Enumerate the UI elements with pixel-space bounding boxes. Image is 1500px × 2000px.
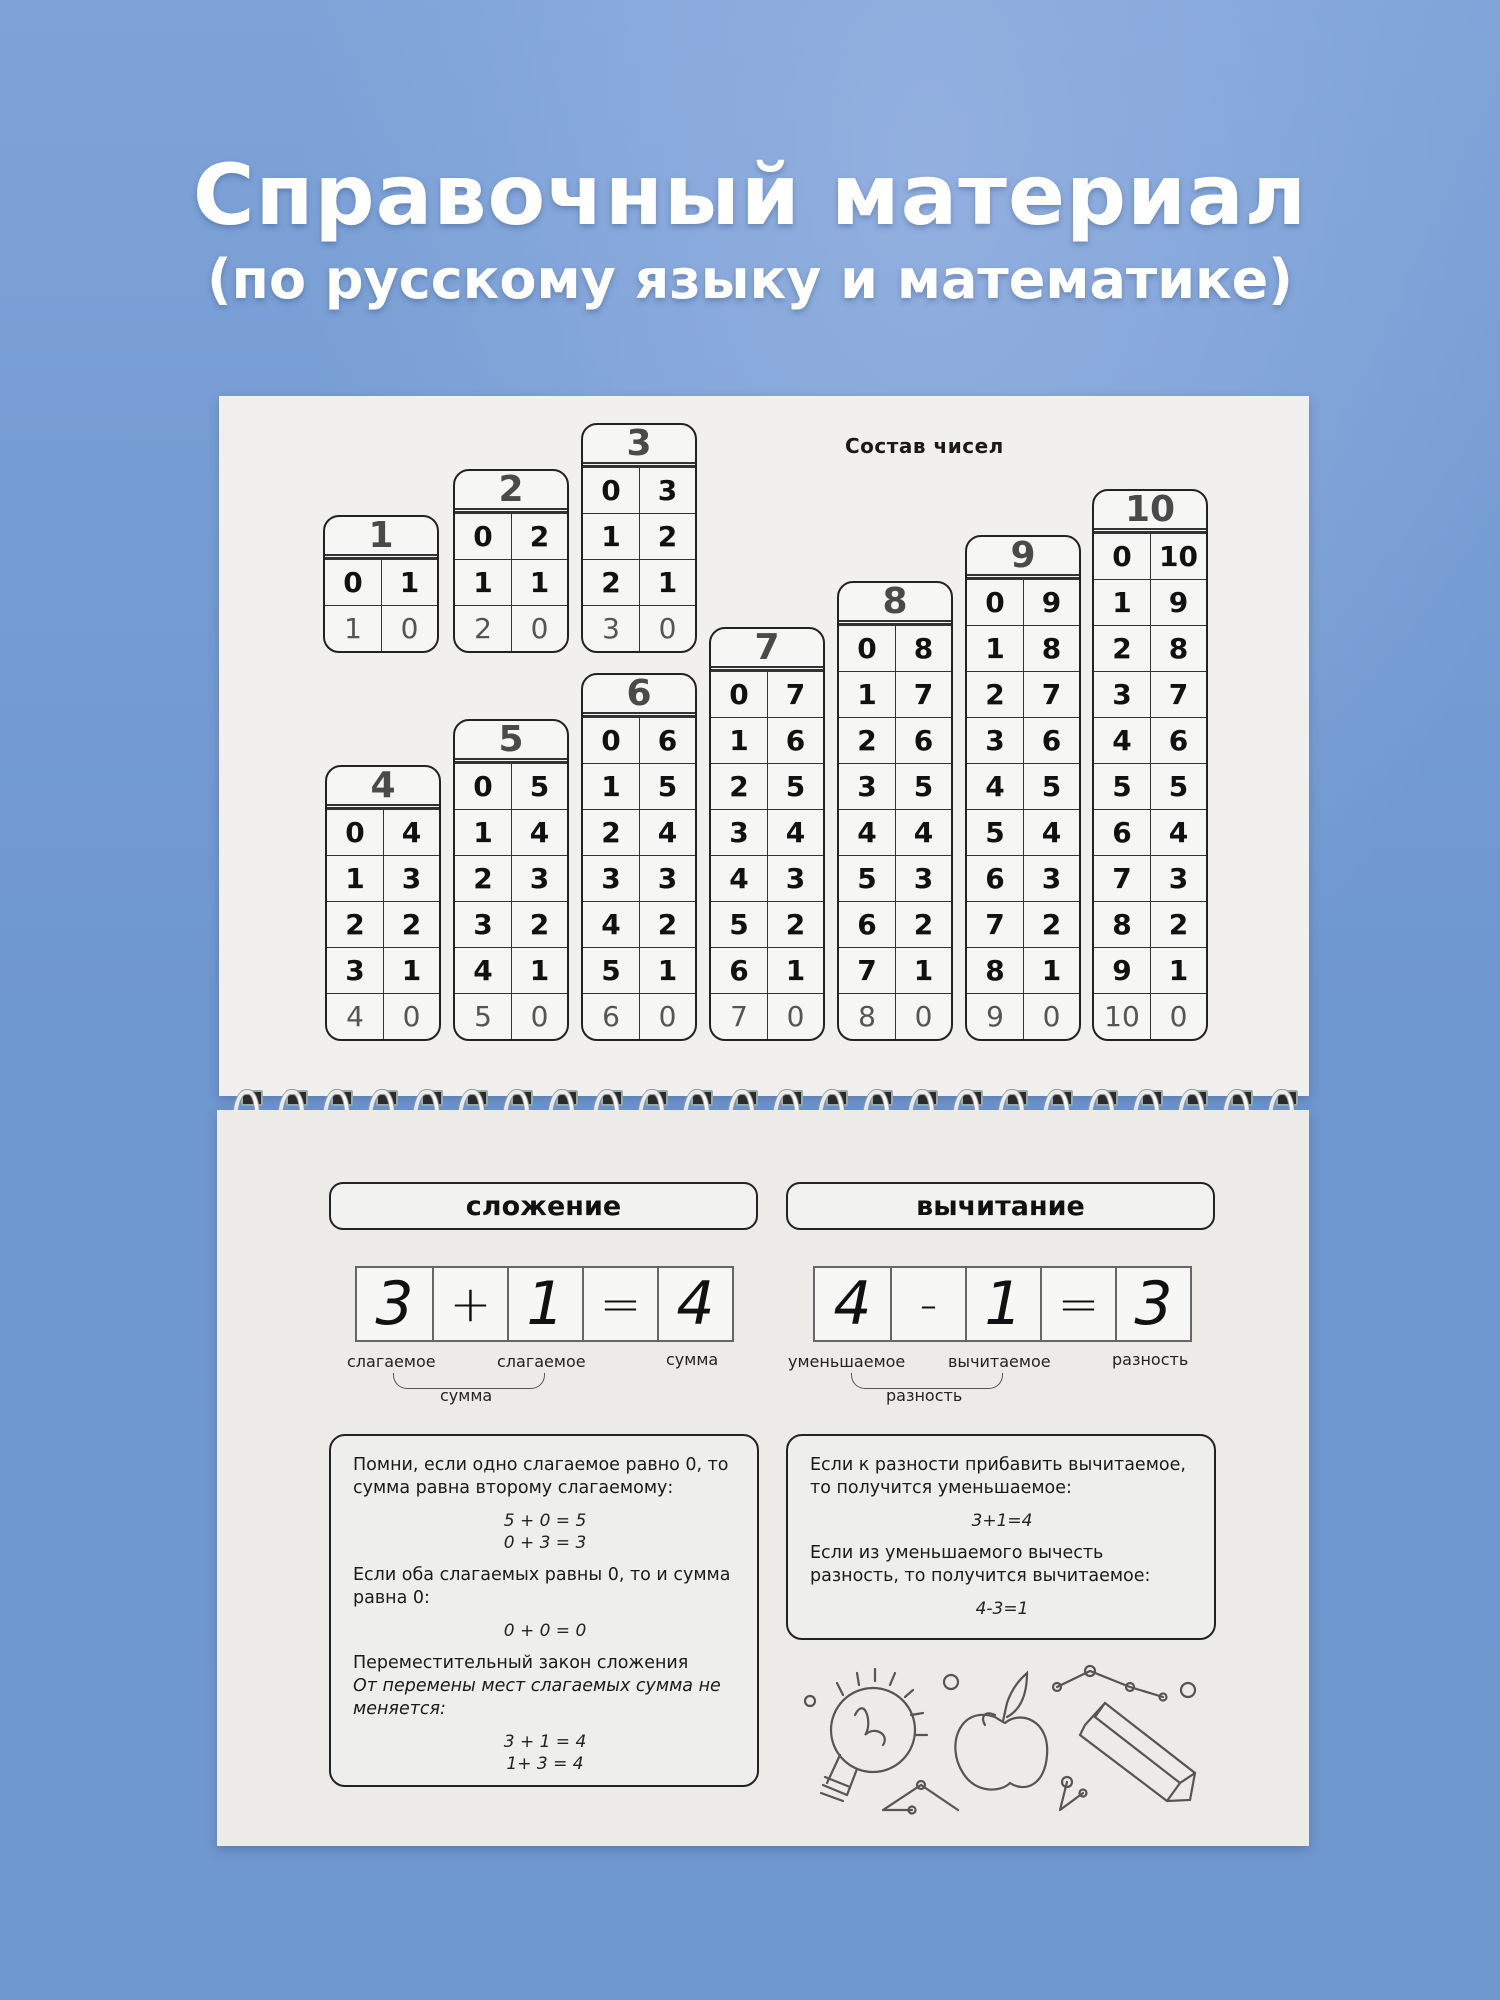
difference-brace-label: разность xyxy=(886,1386,963,1405)
part-left: 1 xyxy=(344,612,362,645)
part-right: 2 xyxy=(511,902,567,947)
composition-row xyxy=(583,467,695,513)
composition-row xyxy=(711,671,823,717)
composition-row xyxy=(583,763,695,809)
part-right: 5 xyxy=(639,764,695,809)
part-left: 9 xyxy=(1112,954,1132,987)
part-right: 9 xyxy=(1023,580,1079,625)
part-right: 3 xyxy=(383,856,439,901)
part-left: 7 xyxy=(985,908,1005,941)
part-right: 4 xyxy=(1023,810,1079,855)
part-right: 0 xyxy=(511,606,567,651)
part-left: 7 xyxy=(1112,862,1132,895)
composition-row xyxy=(711,855,823,901)
part-left: 4 xyxy=(985,770,1005,803)
composition-row xyxy=(1094,671,1206,717)
composition-row xyxy=(1094,947,1206,993)
part-left: 2 xyxy=(1112,632,1132,665)
composition-row xyxy=(583,993,695,1039)
part-left: 2 xyxy=(474,612,492,645)
composition-table-number: 10 xyxy=(1094,491,1206,533)
part-left: 1 xyxy=(601,520,621,553)
part-left: 3 xyxy=(729,816,749,849)
part-right: 4 xyxy=(767,810,823,855)
composition-row xyxy=(583,855,695,901)
subtrahend: 1 xyxy=(965,1268,1040,1340)
part-left: 1 xyxy=(345,862,365,895)
composition-table-1 xyxy=(323,515,439,653)
part-right: 1 xyxy=(1023,948,1079,993)
composition-row xyxy=(839,993,951,1039)
composition-row xyxy=(455,513,567,559)
difference-label: разность xyxy=(1112,1350,1189,1369)
composition-row xyxy=(1094,717,1206,763)
part-right: 5 xyxy=(1150,764,1206,809)
composition-table-10 xyxy=(1092,489,1208,1041)
part-right: 0 xyxy=(511,994,567,1039)
part-right: 3 xyxy=(639,856,695,901)
composition-table-number: 3 xyxy=(583,425,695,467)
composition-table-number: 9 xyxy=(967,537,1079,579)
composition-row xyxy=(839,625,951,671)
composition-row xyxy=(327,809,439,855)
composition-row xyxy=(1094,993,1206,1039)
part-right: 8 xyxy=(895,626,951,671)
part-left: 3 xyxy=(345,954,365,987)
part-left: 5 xyxy=(985,816,1005,849)
composition-row xyxy=(1094,625,1206,671)
part-left: 8 xyxy=(858,1000,876,1033)
part-right: 6 xyxy=(895,718,951,763)
part-right: 4 xyxy=(1150,810,1206,855)
composition-row xyxy=(583,605,695,651)
composition-table-9 xyxy=(965,535,1081,1041)
part-left: 0 xyxy=(473,520,493,553)
composition-row xyxy=(967,625,1079,671)
part-left: 5 xyxy=(857,862,877,895)
part-left: 9 xyxy=(986,1000,1004,1033)
part-left: 0 xyxy=(343,566,363,599)
page-title: Справочный материал xyxy=(192,146,1308,244)
part-left: 0 xyxy=(473,770,493,803)
composition-row xyxy=(583,947,695,993)
part-right: 2 xyxy=(767,902,823,947)
composition-table-number: 6 xyxy=(583,675,695,717)
part-right: 1 xyxy=(1150,948,1206,993)
part-right: 1 xyxy=(895,948,951,993)
sum-value: 4 xyxy=(657,1268,732,1340)
rule-2-example: 0 + 0 = 0 xyxy=(503,1621,587,1641)
decorative-doodles xyxy=(795,1655,1225,1815)
minus-sign: - xyxy=(890,1268,965,1340)
composition-row xyxy=(967,901,1079,947)
part-left: 6 xyxy=(1112,816,1132,849)
composition-table-number: 5 xyxy=(455,721,567,763)
part-left: 5 xyxy=(1112,770,1132,803)
part-left: 4 xyxy=(473,954,493,987)
addend-2-label: слагаемое xyxy=(497,1352,586,1371)
part-right: 0 xyxy=(381,606,437,651)
composition-table-8 xyxy=(837,581,953,1041)
composition-row xyxy=(327,855,439,901)
apple-icon xyxy=(955,1673,1047,1790)
composition-row xyxy=(455,559,567,605)
addend-1: 3 xyxy=(357,1268,432,1340)
addition-rules-box xyxy=(329,1434,759,1787)
part-right: 3 xyxy=(511,856,567,901)
part-right: 2 xyxy=(895,902,951,947)
part-left: 2 xyxy=(985,678,1005,711)
composition-row xyxy=(1094,763,1206,809)
number-composition-title: Состав чисел xyxy=(845,434,1004,458)
part-right: 6 xyxy=(639,718,695,763)
part-left: 5 xyxy=(474,1000,492,1033)
composition-table-2 xyxy=(453,469,569,653)
part-right: 4 xyxy=(639,810,695,855)
part-left: 3 xyxy=(601,862,621,895)
part-right: 6 xyxy=(1023,718,1079,763)
composition-table-7 xyxy=(709,627,825,1041)
addend-1-label: слагаемое xyxy=(347,1352,436,1371)
part-left: 5 xyxy=(601,954,621,987)
composition-row xyxy=(325,559,437,605)
composition-row xyxy=(967,671,1079,717)
composition-row xyxy=(583,717,695,763)
rule-1-example: 0 + 3 = 3 xyxy=(503,1533,587,1553)
addition-rule-2: Если оба слагаемых равны 0, то и сумма равна 0: xyxy=(353,1565,731,1608)
composition-row xyxy=(455,947,567,993)
part-left: 0 xyxy=(601,474,621,507)
part-left: 5 xyxy=(729,908,749,941)
composition-row xyxy=(839,947,951,993)
part-right: 6 xyxy=(767,718,823,763)
part-left: 1 xyxy=(729,724,749,757)
part-right: 0 xyxy=(1150,994,1206,1039)
addition-rule-3-title: Переместительный закон сложения xyxy=(353,1653,689,1673)
part-right: 0 xyxy=(1023,994,1079,1039)
part-right: 3 xyxy=(767,856,823,901)
composition-row xyxy=(711,947,823,993)
part-left: 0 xyxy=(985,586,1005,619)
part-right: 10 xyxy=(1150,534,1206,579)
part-left: 6 xyxy=(602,1000,620,1033)
part-left: 6 xyxy=(729,954,749,987)
part-right: 5 xyxy=(511,764,567,809)
composition-table-number: 2 xyxy=(455,471,567,513)
part-left: 7 xyxy=(730,1000,748,1033)
sum-brace-label: сумма xyxy=(440,1386,493,1405)
part-left: 4 xyxy=(729,862,749,895)
subtraction-rule-1: Если к разности прибавить вычитаемое, то получится уменьшаемое: xyxy=(810,1455,1186,1498)
composition-row xyxy=(583,559,695,605)
part-right: 2 xyxy=(639,902,695,947)
part-left: 3 xyxy=(1112,678,1132,711)
composition-row xyxy=(455,855,567,901)
part-right: 4 xyxy=(383,810,439,855)
part-left: 2 xyxy=(473,862,493,895)
composition-row xyxy=(1094,579,1206,625)
part-left: 0 xyxy=(1112,540,1132,573)
part-right: 3 xyxy=(1023,856,1079,901)
composition-row xyxy=(967,579,1079,625)
rule-3-example: 3 + 1 = 4 xyxy=(503,1732,587,1752)
part-right: 2 xyxy=(1150,902,1206,947)
composition-row xyxy=(839,763,951,809)
part-left: 1 xyxy=(1112,586,1132,619)
part-right: 7 xyxy=(1150,672,1206,717)
part-right: 3 xyxy=(639,468,695,513)
part-right: 0 xyxy=(383,994,439,1039)
subtraction-heading: вычитание xyxy=(786,1182,1215,1230)
part-right: 0 xyxy=(895,994,951,1039)
subtraction-equation xyxy=(813,1266,1192,1342)
subtraction-rule-2: Если из уменьшаемого вычесть разность, то получится вычитаемое: xyxy=(810,1543,1151,1586)
subtraction-rules-box xyxy=(786,1434,1216,1640)
composition-table-number: 7 xyxy=(711,629,823,671)
part-right: 4 xyxy=(511,810,567,855)
composition-row xyxy=(583,513,695,559)
part-right: 2 xyxy=(511,514,567,559)
part-left: 2 xyxy=(601,566,621,599)
composition-row xyxy=(839,901,951,947)
part-right: 5 xyxy=(1023,764,1079,809)
part-right: 2 xyxy=(1023,902,1079,947)
composition-table-6 xyxy=(581,673,697,1041)
composition-row xyxy=(1094,533,1206,579)
pencil-icon xyxy=(1080,1703,1195,1801)
part-right: 1 xyxy=(639,560,695,605)
composition-row xyxy=(583,901,695,947)
part-left: 6 xyxy=(857,908,877,941)
composition-row xyxy=(327,947,439,993)
composition-row xyxy=(327,993,439,1039)
composition-row xyxy=(455,993,567,1039)
part-left: 0 xyxy=(857,632,877,665)
part-left: 7 xyxy=(857,954,877,987)
part-right: 0 xyxy=(639,994,695,1039)
rule-3-example: 1+ 3 = 4 xyxy=(506,1754,584,1774)
part-left: 1 xyxy=(985,632,1005,665)
composition-row xyxy=(967,993,1079,1039)
part-right: 7 xyxy=(1023,672,1079,717)
part-left: 3 xyxy=(473,908,493,941)
addition-rule-3-text: От перемены мест слагаемых сумма не меняется: xyxy=(353,1676,721,1719)
part-right: 1 xyxy=(511,948,567,993)
composition-table-number: 4 xyxy=(327,767,439,809)
part-right: 6 xyxy=(1150,718,1206,763)
composition-row xyxy=(1094,901,1206,947)
part-right: 5 xyxy=(895,764,951,809)
composition-row xyxy=(967,809,1079,855)
equals-sign: = xyxy=(1040,1268,1115,1340)
part-right: 4 xyxy=(895,810,951,855)
composition-row xyxy=(967,717,1079,763)
composition-row xyxy=(325,605,437,651)
part-right: 1 xyxy=(511,560,567,605)
composition-row xyxy=(327,901,439,947)
part-right: 0 xyxy=(639,606,695,651)
composition-row xyxy=(967,855,1079,901)
composition-table-5 xyxy=(453,719,569,1041)
part-left: 2 xyxy=(601,816,621,849)
part-right: 8 xyxy=(1150,626,1206,671)
sub-rule-1-example: 3+1=4 xyxy=(971,1511,1033,1531)
part-right: 1 xyxy=(381,560,437,605)
composition-row xyxy=(1094,855,1206,901)
part-left: 10 xyxy=(1104,1000,1140,1033)
part-right: 0 xyxy=(767,994,823,1039)
part-left: 8 xyxy=(1112,908,1132,941)
part-right: 7 xyxy=(895,672,951,717)
addition-equation xyxy=(355,1266,734,1342)
composition-table-4 xyxy=(325,765,441,1041)
part-left: 3 xyxy=(985,724,1005,757)
part-left: 1 xyxy=(473,566,493,599)
part-right: 3 xyxy=(1150,856,1206,901)
part-left: 0 xyxy=(601,724,621,757)
part-left: 2 xyxy=(729,770,749,803)
composition-row xyxy=(839,717,951,763)
part-left: 1 xyxy=(857,678,877,711)
addend-2: 1 xyxy=(507,1268,582,1340)
part-left: 4 xyxy=(1112,724,1132,757)
part-left: 2 xyxy=(857,724,877,757)
composition-row xyxy=(967,947,1079,993)
equals-sign: = xyxy=(582,1268,657,1340)
part-left: 1 xyxy=(473,816,493,849)
part-left: 0 xyxy=(729,678,749,711)
composition-row xyxy=(839,809,951,855)
part-right: 8 xyxy=(1023,626,1079,671)
part-right: 1 xyxy=(639,948,695,993)
lightbulb-icon xyxy=(805,1669,927,1801)
composition-table-number: 1 xyxy=(325,517,437,559)
composition-row xyxy=(455,901,567,947)
sum-label: сумма xyxy=(666,1350,719,1369)
part-left: 8 xyxy=(985,954,1005,987)
part-left: 6 xyxy=(985,862,1005,895)
composition-row xyxy=(967,763,1079,809)
page-subtitle: (по русскому языку и математике) xyxy=(207,248,1293,311)
part-left: 0 xyxy=(345,816,365,849)
part-right: 1 xyxy=(767,948,823,993)
composition-table-number: 8 xyxy=(839,583,951,625)
composition-row xyxy=(455,763,567,809)
part-right: 2 xyxy=(383,902,439,947)
composition-row xyxy=(583,809,695,855)
difference-value: 3 xyxy=(1115,1268,1190,1340)
part-right: 9 xyxy=(1150,580,1206,625)
minuend-label: уменьшаемое xyxy=(788,1352,906,1371)
composition-row xyxy=(839,671,951,717)
part-right: 1 xyxy=(383,948,439,993)
part-left: 4 xyxy=(601,908,621,941)
part-left: 1 xyxy=(601,770,621,803)
subtrahend-label: вычитаемое xyxy=(948,1352,1051,1371)
part-right: 3 xyxy=(895,856,951,901)
part-right: 2 xyxy=(639,514,695,559)
minuend: 4 xyxy=(815,1268,890,1340)
composition-row xyxy=(1094,809,1206,855)
composition-row xyxy=(711,717,823,763)
sub-rule-2-example: 4-3=1 xyxy=(975,1599,1029,1619)
part-left: 3 xyxy=(602,612,620,645)
part-left: 2 xyxy=(345,908,365,941)
rule-1-example: 5 + 0 = 5 xyxy=(503,1511,587,1531)
addition-heading: сложение xyxy=(329,1182,758,1230)
composition-row xyxy=(839,855,951,901)
composition-row xyxy=(711,763,823,809)
plus-sign: + xyxy=(432,1268,507,1340)
composition-row xyxy=(455,809,567,855)
part-left: 3 xyxy=(857,770,877,803)
part-right: 7 xyxy=(767,672,823,717)
composition-row xyxy=(711,901,823,947)
part-right: 5 xyxy=(767,764,823,809)
part-left: 4 xyxy=(857,816,877,849)
composition-row xyxy=(455,605,567,651)
composition-row xyxy=(711,809,823,855)
composition-row xyxy=(711,993,823,1039)
composition-table-3 xyxy=(581,423,697,653)
addition-rule-1: Помни, если одно слагаемое равно 0, то сумма равна второму слагаемому: xyxy=(353,1455,729,1498)
part-left: 4 xyxy=(346,1000,364,1033)
